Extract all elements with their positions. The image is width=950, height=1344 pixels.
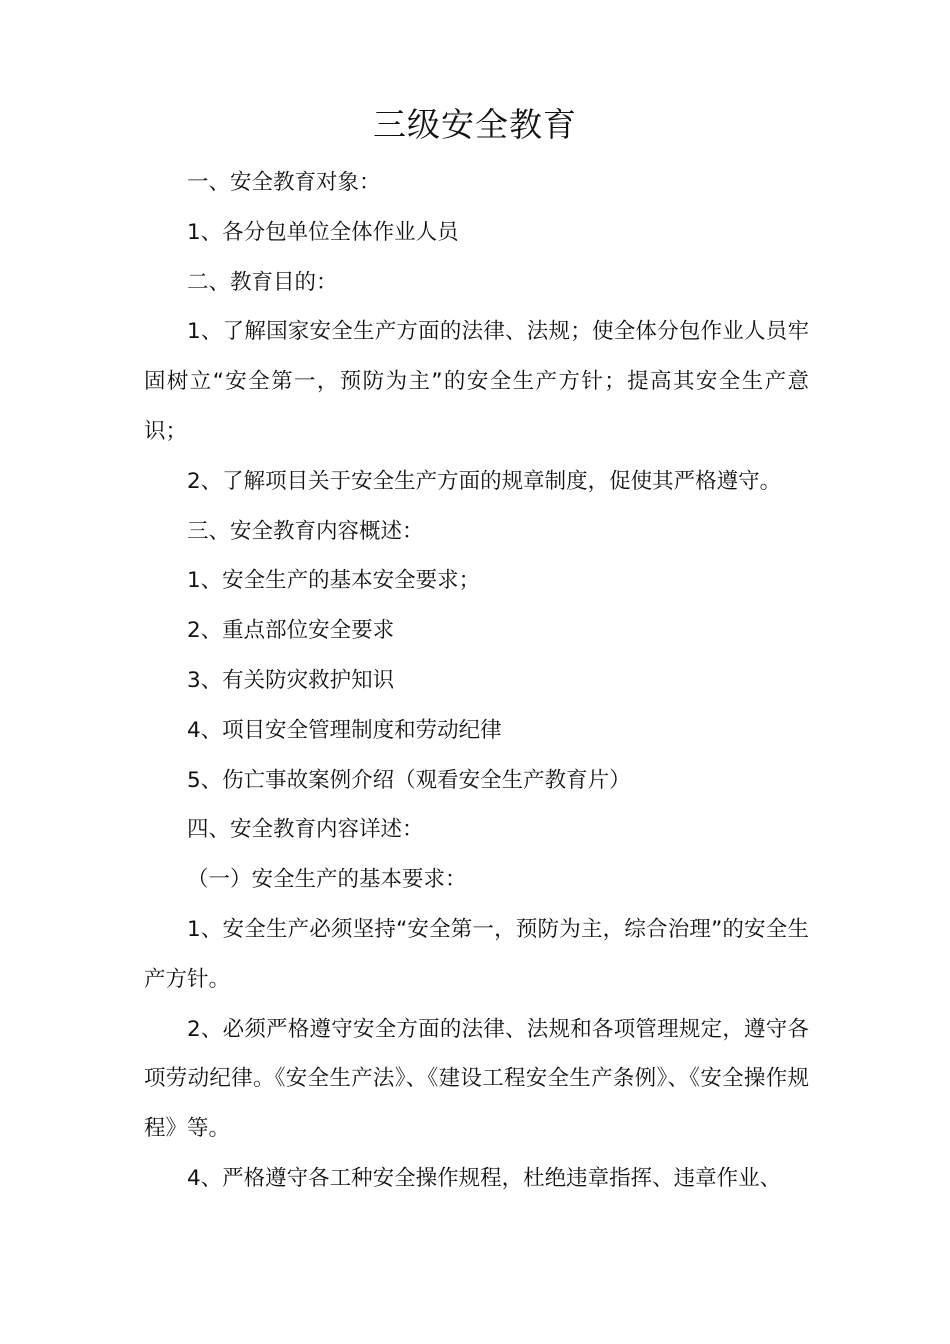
paragraph-6: 三、安全教育内容概述： <box>187 518 424 544</box>
document-title: 三级安全教育 <box>373 105 577 144</box>
paragraph-13: （一）安全生产的基本要求： <box>187 867 467 893</box>
paragraph-5: 2、了解项目关于安全生产方面的规章制度，促使其严格遵守。 <box>187 468 782 494</box>
paragraph-10: 4、项目安全管理制度和劳动纪律 <box>187 717 502 743</box>
paragraph-15: 2、必须严格遵守安全方面的法律、法规和各项管理规定，遵守各项劳动纪律。《安全生产法》、《建设工程安全生产条例》、《安全操作规程》等。 <box>144 1016 809 1142</box>
paragraph-9: 3、有关防灾救护知识 <box>187 667 395 693</box>
paragraph-4: 1、了解国家安全生产方面的法律、法规；使全体分包作业人员牢固树立“安全第一，预防为主”的安全生产方针；提高其安全生产意识； <box>144 319 809 444</box>
paragraph-1: 一、安全教育对象： <box>187 170 381 195</box>
paragraph-3: 二、教育目的： <box>187 269 338 295</box>
document-body <box>144 158 809 1204</box>
paragraph-7: 1、安全生产的基本安全要求； <box>187 568 481 594</box>
paragraph-8: 2、重点部位安全要求 <box>187 618 395 644</box>
paragraph-11: 5、伤亡事故案例介绍（观看安全生产教育片） <box>187 767 631 793</box>
paragraph-2: 1、各分包单位全体作业人员 <box>187 219 459 245</box>
paragraph-12: 四、安全教育内容详述： <box>187 817 424 843</box>
paragraph-14: 1、安全生产必须坚持“安全第一，预防为主，综合治理”的安全生产方针。 <box>144 916 809 992</box>
paragraph-16: 4、严格遵守各工种安全操作规程，杜绝违章指挥、违章作业、 <box>187 1165 782 1191</box>
